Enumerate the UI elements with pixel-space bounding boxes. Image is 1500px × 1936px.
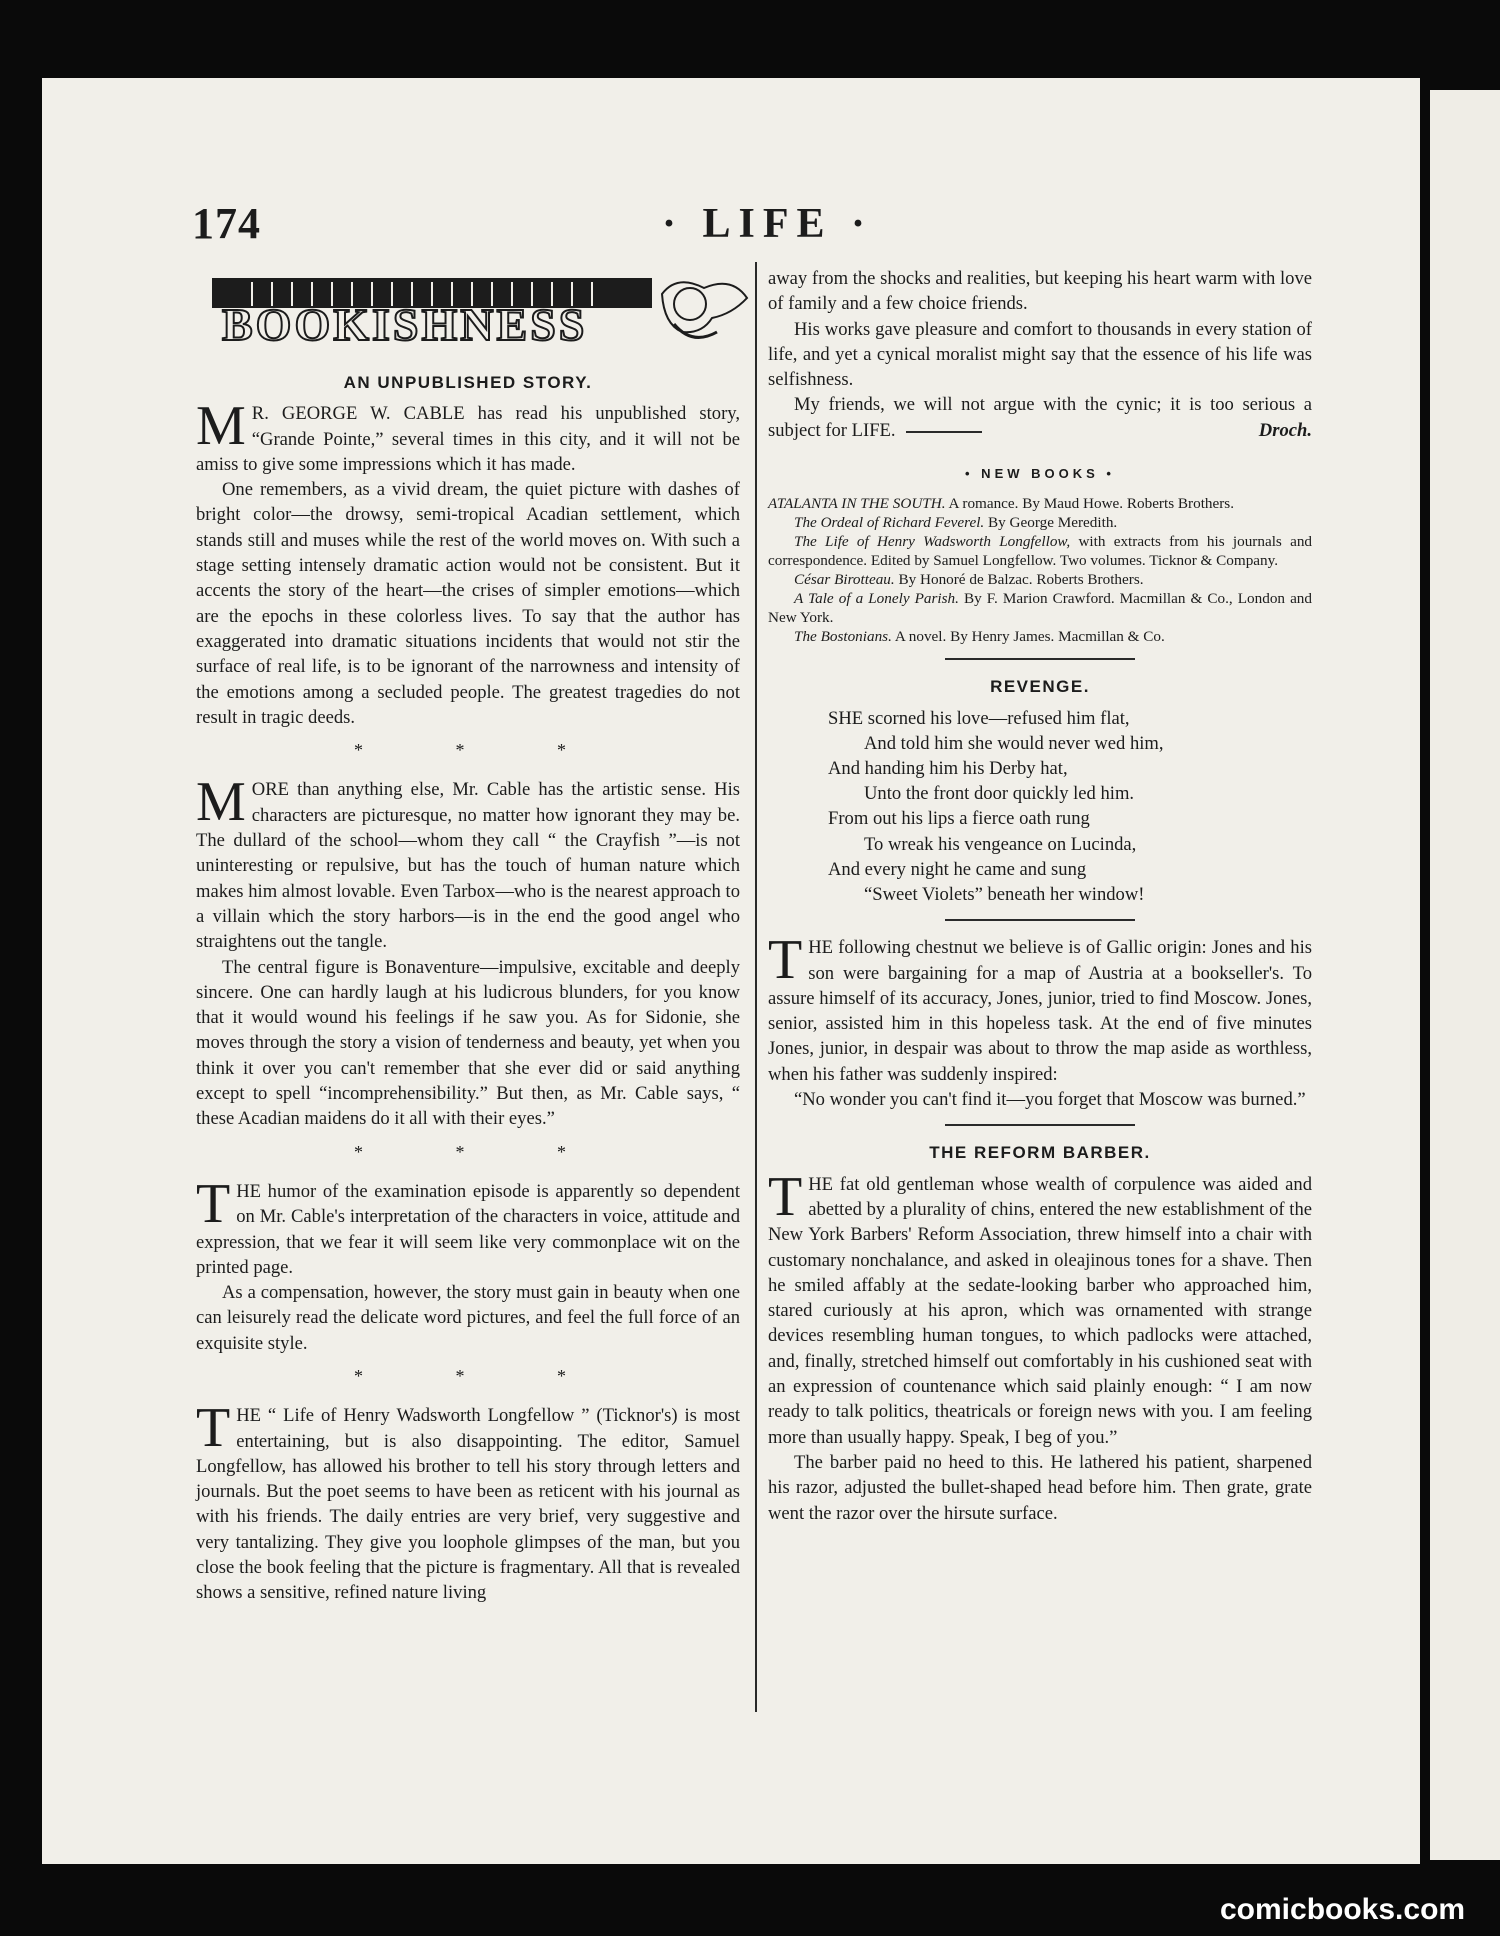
book-details: By George Meredith. bbox=[984, 514, 1118, 532]
drop-cap: T bbox=[768, 1165, 803, 1228]
paragraph: The central figure is Bonaventure—impulsive, excitable and deeply sincere. One can hardly laugh at his ludicrous blunders, for you know that it would wound his feelings if he saw you. As for Sidonie, she moves through the story a vision of tenderness and beauty, yet when you think it over you can't remember that she ever did or said anything except to spell “incomprehensibility.” But then, as Mr. Cable says, “ these Acadian maidens do it all with their eyes.” bbox=[196, 956, 740, 1130]
poem-line: And every night he came and sung bbox=[828, 858, 1087, 880]
section-title-unpublished-story: AN UNPUBLISHED STORY. bbox=[343, 373, 593, 392]
author-signature: Droch. bbox=[1258, 419, 1312, 441]
poem-line: “Sweet Violets” beneath her window! bbox=[864, 884, 1145, 906]
paragraph: MORE than anything else, Mr. Cable has the artistic sense. His characters are picturesque, no matter how ignorant they may be. The dullard of the school—whom they call “ the Crayfish ”—is not uninteresting or repulsive, but has the touch of human nature which makes him almost lovable. Even Tarbox—who is the nearest approach to a villain which the story harbors—is in the end the good angel who straightens out the tangle. bbox=[196, 771, 740, 953]
drop-cap: T bbox=[768, 929, 803, 992]
new-books-heading: • NEW BOOKS • bbox=[965, 466, 1115, 482]
section-separator-stars: * * * bbox=[354, 740, 610, 761]
book-entry bbox=[768, 513, 1312, 532]
bookishness-banner bbox=[212, 274, 752, 352]
svg-text:BOOKISHNESS: BOOKISHNESS bbox=[222, 299, 588, 350]
section-rule bbox=[945, 1124, 1135, 1126]
poem-line: Unto the front door quickly led him. bbox=[864, 783, 1135, 805]
new-books-list bbox=[768, 494, 1312, 646]
poem-line: To wreak his vengeance on Lucinda, bbox=[864, 833, 1137, 855]
adjacent-page-edge bbox=[1430, 90, 1500, 1860]
paragraph: The barber paid no heed to this. He lathered his patient, sharpened his razor, adjusted the bullet-shaped head before him. Then grate, grate went the razor over the hirsute surface. bbox=[768, 1451, 1312, 1524]
paragraph: away from the shocks and realities, but keeping his heart warm with love of family and a few choice friends. bbox=[768, 268, 1312, 315]
book-entry bbox=[768, 627, 1312, 646]
section-title-reform-barber: THE REFORM BARBER. bbox=[929, 1143, 1151, 1163]
book-title: The Bostonians. bbox=[794, 628, 892, 646]
book-details: A novel. By Henry James. Macmillan & Co. bbox=[891, 628, 1165, 646]
section-title-revenge: REVENGE. bbox=[990, 677, 1090, 697]
poem-line: And told him she would never wed him, bbox=[864, 732, 1164, 754]
book-title: The Life of Henry Wadsworth Longfellow, bbox=[794, 533, 1071, 551]
drop-cap: M bbox=[196, 395, 246, 458]
book-details: A romance. By Maud Howe. Roberts Brothers. bbox=[945, 495, 1235, 513]
book-title: César Birotteau. bbox=[794, 571, 895, 589]
poem-line: And handing him his Derby hat, bbox=[828, 758, 1068, 780]
book-entry bbox=[768, 589, 1312, 627]
book-title: The Ordeal of Richard Feverel. bbox=[794, 514, 985, 532]
book-details: By F. Marion Crawford. Macmillan & Co., London and New York. bbox=[768, 590, 1312, 627]
book-title: A Tale of a Lonely Parish. bbox=[794, 590, 959, 608]
paragraph: M R. GEORGE W. CABLE has read his unpublished story, “Grande Pointe,” several times in this city, and it will not be amiss to give some impressions which it has made. bbox=[196, 395, 740, 475]
drop-cap: T bbox=[196, 1172, 231, 1235]
paragraph: THE “ Life of Henry Wadsworth Longfellow ” (Ticknor's) is most entertaining, but is also disappointing. The editor, Samuel Longfellow, has allowed his brother to tell his story through letters and journals. But the poet seems to have been as reticent with his journal as with his friends. The daily entries are very brief, very suggestive and very tantalizing. They give you loophole glimpses of the man, but you close the book feeling that the picture is fragmentary. All that is revealed shows a sensitive, refined nature living bbox=[196, 1397, 740, 1604]
section-separator-stars: * * * bbox=[354, 1365, 610, 1386]
book-details: By Honoré de Balzac. Roberts Brothers. bbox=[894, 571, 1144, 589]
right-column bbox=[768, 266, 1312, 1526]
page-number: 174 bbox=[192, 199, 261, 248]
book-entry bbox=[768, 570, 1312, 589]
page-header bbox=[192, 198, 1312, 258]
book-entry bbox=[768, 532, 1312, 570]
column-divider bbox=[755, 262, 757, 1712]
book-title: ATALANTA IN THE SOUTH. bbox=[768, 495, 946, 513]
paragraph: My friends, we will not argue with the cynic; it is too serious a subject for LIFE. Droch. bbox=[768, 392, 1312, 443]
poem-line: SHE scorned his love—refused him flat, bbox=[828, 707, 1130, 729]
left-column bbox=[196, 370, 740, 1606]
poem-line: From out his lips a fierce oath rung bbox=[828, 808, 1090, 830]
masthead-title: · LIFE · bbox=[662, 201, 874, 247]
paragraph: THE fat old gentleman whose wealth of corpulence was aided and abetted by a plurality of chins, entered the new establishment of the New York Barbers' Reform Association, threw himself into a chair with customary nonchalance, and asked in oleajinous tones for a shave. Then he smiled affably at the sedate-looking barber who approached him, stared curiously at his apron, which was ornamented with strange devices resembling human tongues, to which padlocks were attached, and, finally, stretched himself out comfortably in his cushioned seat with an expression of countenance which said plainly enough: “ I am now ready to talk politics, theatricals or foreign news with you. I am feeling more than usually happy. Speak, I beg of you.” bbox=[768, 1165, 1312, 1448]
section-rule bbox=[945, 658, 1135, 660]
book-entry bbox=[768, 494, 1312, 513]
drop-cap: T bbox=[196, 1397, 231, 1460]
section-separator-stars: * * * bbox=[354, 1141, 610, 1162]
paragraph: “No wonder you can't find it—you forget that Moscow was burned.” bbox=[794, 1089, 1306, 1111]
paragraph: As a compensation, however, the story must gain in beauty when one can leisurely read the delicate word pictures, and feel the full force of an exquisite style. bbox=[196, 1282, 740, 1354]
book-details: with extracts from his journals and correspondence. Edited by Samuel Longfellow. Two volumes. Ticknor & Company. bbox=[768, 533, 1313, 570]
drop-cap: M bbox=[196, 771, 246, 834]
section-rule bbox=[945, 919, 1135, 921]
paragraph: His works gave pleasure and comfort to thousands in every station of life, and yet a cynical moralist might say that the essence of his life was selfishness. bbox=[768, 318, 1312, 391]
inline-rule bbox=[906, 431, 982, 433]
poem-revenge bbox=[828, 706, 1312, 908]
site-watermark: comicbooks.com bbox=[1220, 1893, 1466, 1926]
paragraph: THE following chestnut we believe is of Gallic origin: Jones and his son were bargaining for a map of Austria at a bookseller's. To assure himself of its accuracy, Jones, junior, tried to find Moscow. Jones, senior, assisted him in this hopeless task. At the end of five minutes Jones, junior, in despair was about to throw the map aside as worthless, when his father was suddenly inspired: bbox=[768, 929, 1312, 1085]
paragraph: THE humor of the examination episode is apparently so dependent on Mr. Cable's interpretation of the characters in voice, attitude and expression, that we fear it will seem like very commonplace wit on the printed page. bbox=[196, 1172, 740, 1278]
paragraph: One remembers, as a vivid dream, the quiet picture with dashes of bright color—the drowsy, semi-tropical Acadian settlement, which stands still and muses while the rest of the world moves on. With such a stage setting intensely dramatic action would not be consistent. But it accents the story of the heart—the crises of simpler emotions—which are the epochs in these colorless lives. To say that the author has exaggerated into dramatic situations incidents that would not stir the surface of real life, is to be ignorant of the narrowness and intensity of the emotions among a secluded people. The greatest tragedies do not result in tragic deeds. bbox=[196, 479, 740, 728]
